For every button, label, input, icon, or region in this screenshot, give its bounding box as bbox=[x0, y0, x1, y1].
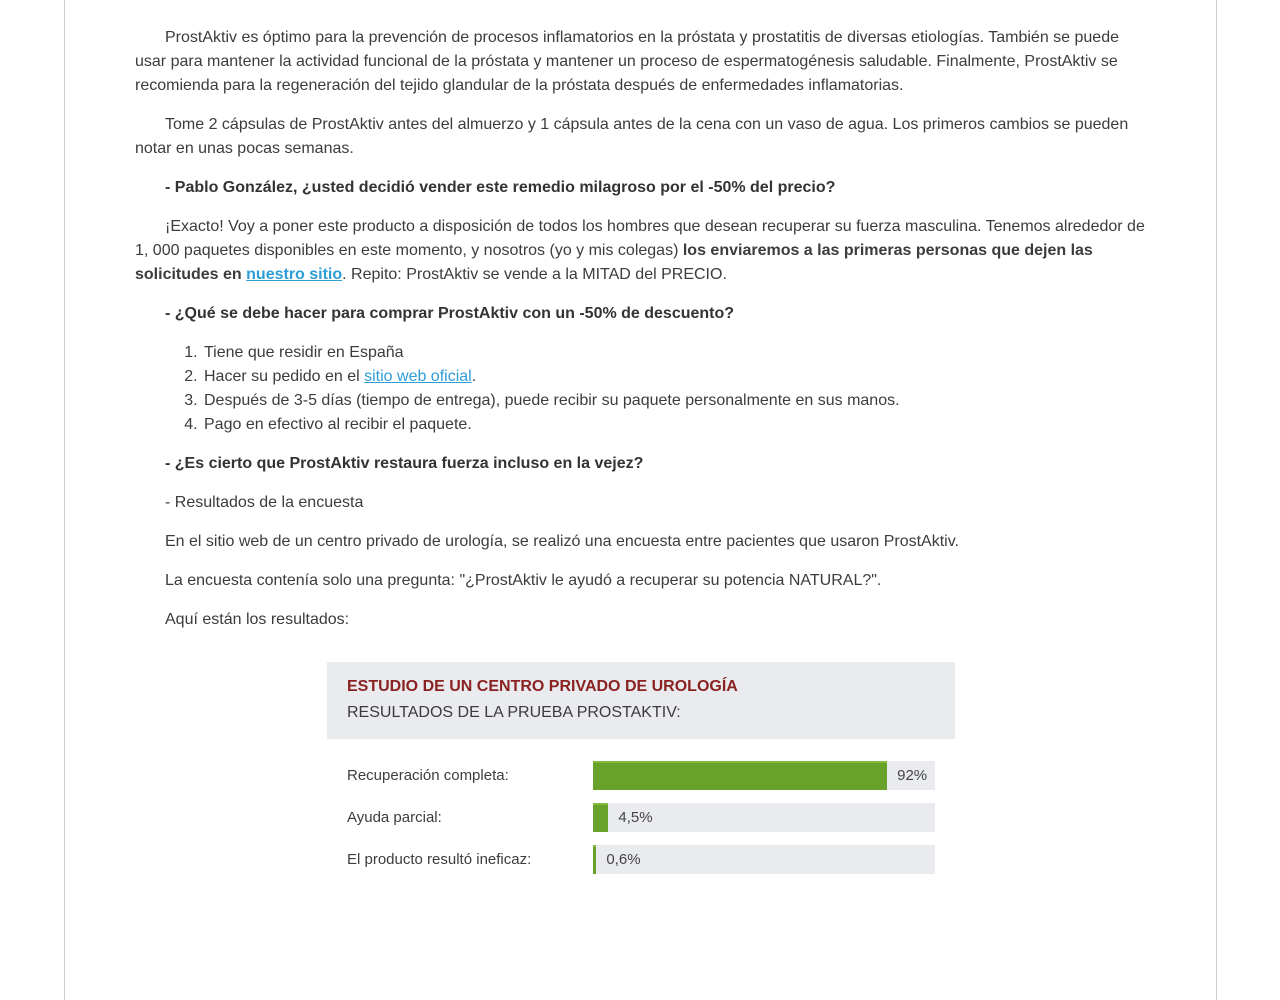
text-segment: Tome 2 cápsulas de ProstAktiv antes del almuerzo y 1 cápsula antes de la cena con un vaso de agua. Los primeros cambios se pueden notar en unas pocas semanas. bbox=[135, 116, 1129, 157]
study-value-label: 4,5% bbox=[618, 809, 653, 826]
purchase-step-item bbox=[202, 413, 1147, 437]
paragraph bbox=[135, 113, 1147, 161]
study-bar bbox=[593, 761, 887, 790]
question-paragraph bbox=[135, 302, 1147, 326]
nuestro-sitio-link[interactable]: nuestro sitio bbox=[246, 266, 343, 283]
text-segment: - ¿Qué se debe hacer para comprar ProstAktiv con un -50% de descuento? bbox=[165, 305, 735, 322]
paragraph bbox=[135, 530, 1147, 554]
question-paragraph bbox=[135, 452, 1147, 476]
text-segment: - Resultados de la encuesta bbox=[165, 494, 364, 511]
paragraph bbox=[135, 608, 1147, 632]
study-results-chart bbox=[327, 739, 955, 907]
text-segment: Hacer su pedido en el bbox=[204, 368, 365, 385]
study-row bbox=[347, 845, 935, 874]
study-title: ESTUDIO DE UN CENTRO PRIVADO DE UROLOGÍA bbox=[347, 678, 738, 695]
study-row-label: Ayuda parcial: bbox=[347, 809, 442, 826]
page-content bbox=[64, 0, 1217, 1000]
text-segment: ProstAktiv es óptimo para la prevención de procesos inflamatorios en la próstata y prostatitis de diversas etiologías. También se puede usar para mantener la actividad funcional de la próstata y mantener un proceso de espermatogénesis saludable. Finalmente, ProstAktiv se recomienda para la regeneración del tejido glandular de la próstata después de enfermedades inflamatorias. bbox=[135, 29, 1119, 94]
study-card bbox=[327, 662, 955, 907]
paragraph bbox=[135, 26, 1147, 98]
text-segment: ¡Exacto! Voy a poner este producto a disposición de todos los hombres que desean recuperar su fuerza masculina. Tenemos alrededor de 1, 000 paquetes disponibles en este momento, y nosotros (yo y mis colegas) bbox=[135, 218, 1145, 259]
study-subtitle: RESULTADOS DE LA PRUEBA PROSTAKTIV: bbox=[347, 704, 681, 721]
purchase-step-item bbox=[202, 389, 1147, 413]
article-body bbox=[135, 26, 1147, 632]
study-bar-track bbox=[593, 803, 935, 832]
purchase-step-item bbox=[202, 341, 1147, 365]
study-row bbox=[347, 803, 935, 832]
paragraph bbox=[135, 569, 1147, 593]
text-segment: La encuesta contenía solo una pregunta: "¿ProstAktiv le ayudó a recuperar su potencia NATURAL?". bbox=[165, 572, 882, 589]
purchase-step-item bbox=[202, 365, 1147, 389]
text-segment: . Repito: ProstAktiv se vende a la MITAD del PRECIO. bbox=[342, 266, 727, 283]
study-card-header bbox=[327, 662, 955, 739]
study-row-label: Recuperación completa: bbox=[347, 767, 509, 784]
study-bar bbox=[593, 845, 596, 874]
study-row-label: El producto resultó ineficaz: bbox=[347, 851, 532, 868]
text-segment: Tiene que residir en España bbox=[204, 344, 404, 361]
text-segment: - ¿Es cierto que ProstAktiv restaura fuerza incluso en la vejez? bbox=[165, 455, 644, 472]
text-segment: - Pablo González, ¿usted decidió vender este remedio milagroso por el -50% del precio? bbox=[165, 179, 836, 196]
text-segment: Después de 3-5 días (tiempo de entrega), puede recibir su paquete personalmente en sus manos. bbox=[204, 392, 900, 409]
text-segment: Aquí están los resultados: bbox=[165, 611, 350, 628]
study-value-label: 92% bbox=[897, 767, 928, 784]
study-row bbox=[347, 761, 935, 790]
paragraph bbox=[135, 215, 1147, 287]
purchase-steps-list bbox=[135, 341, 1147, 437]
sitio-web-oficial-link[interactable]: sitio web oficial bbox=[364, 368, 472, 385]
text-segment: Pago en efectivo al recibir el paquete. bbox=[204, 416, 472, 433]
text-segment: En el sitio web de un centro privado de urología, se realizó una encuesta entre pacientes que usaron ProstAktiv. bbox=[165, 533, 959, 550]
study-bar-track bbox=[593, 761, 935, 790]
study-bar bbox=[593, 803, 608, 832]
question-paragraph bbox=[135, 176, 1147, 200]
text-segment: . bbox=[471, 368, 477, 385]
paragraph bbox=[135, 491, 1147, 515]
study-bar-track bbox=[593, 845, 935, 874]
text-segment: los enviaremos a las primeras personas que dejen las solicitudes en bbox=[135, 242, 1093, 283]
study-value-label: 0,6% bbox=[606, 851, 641, 868]
